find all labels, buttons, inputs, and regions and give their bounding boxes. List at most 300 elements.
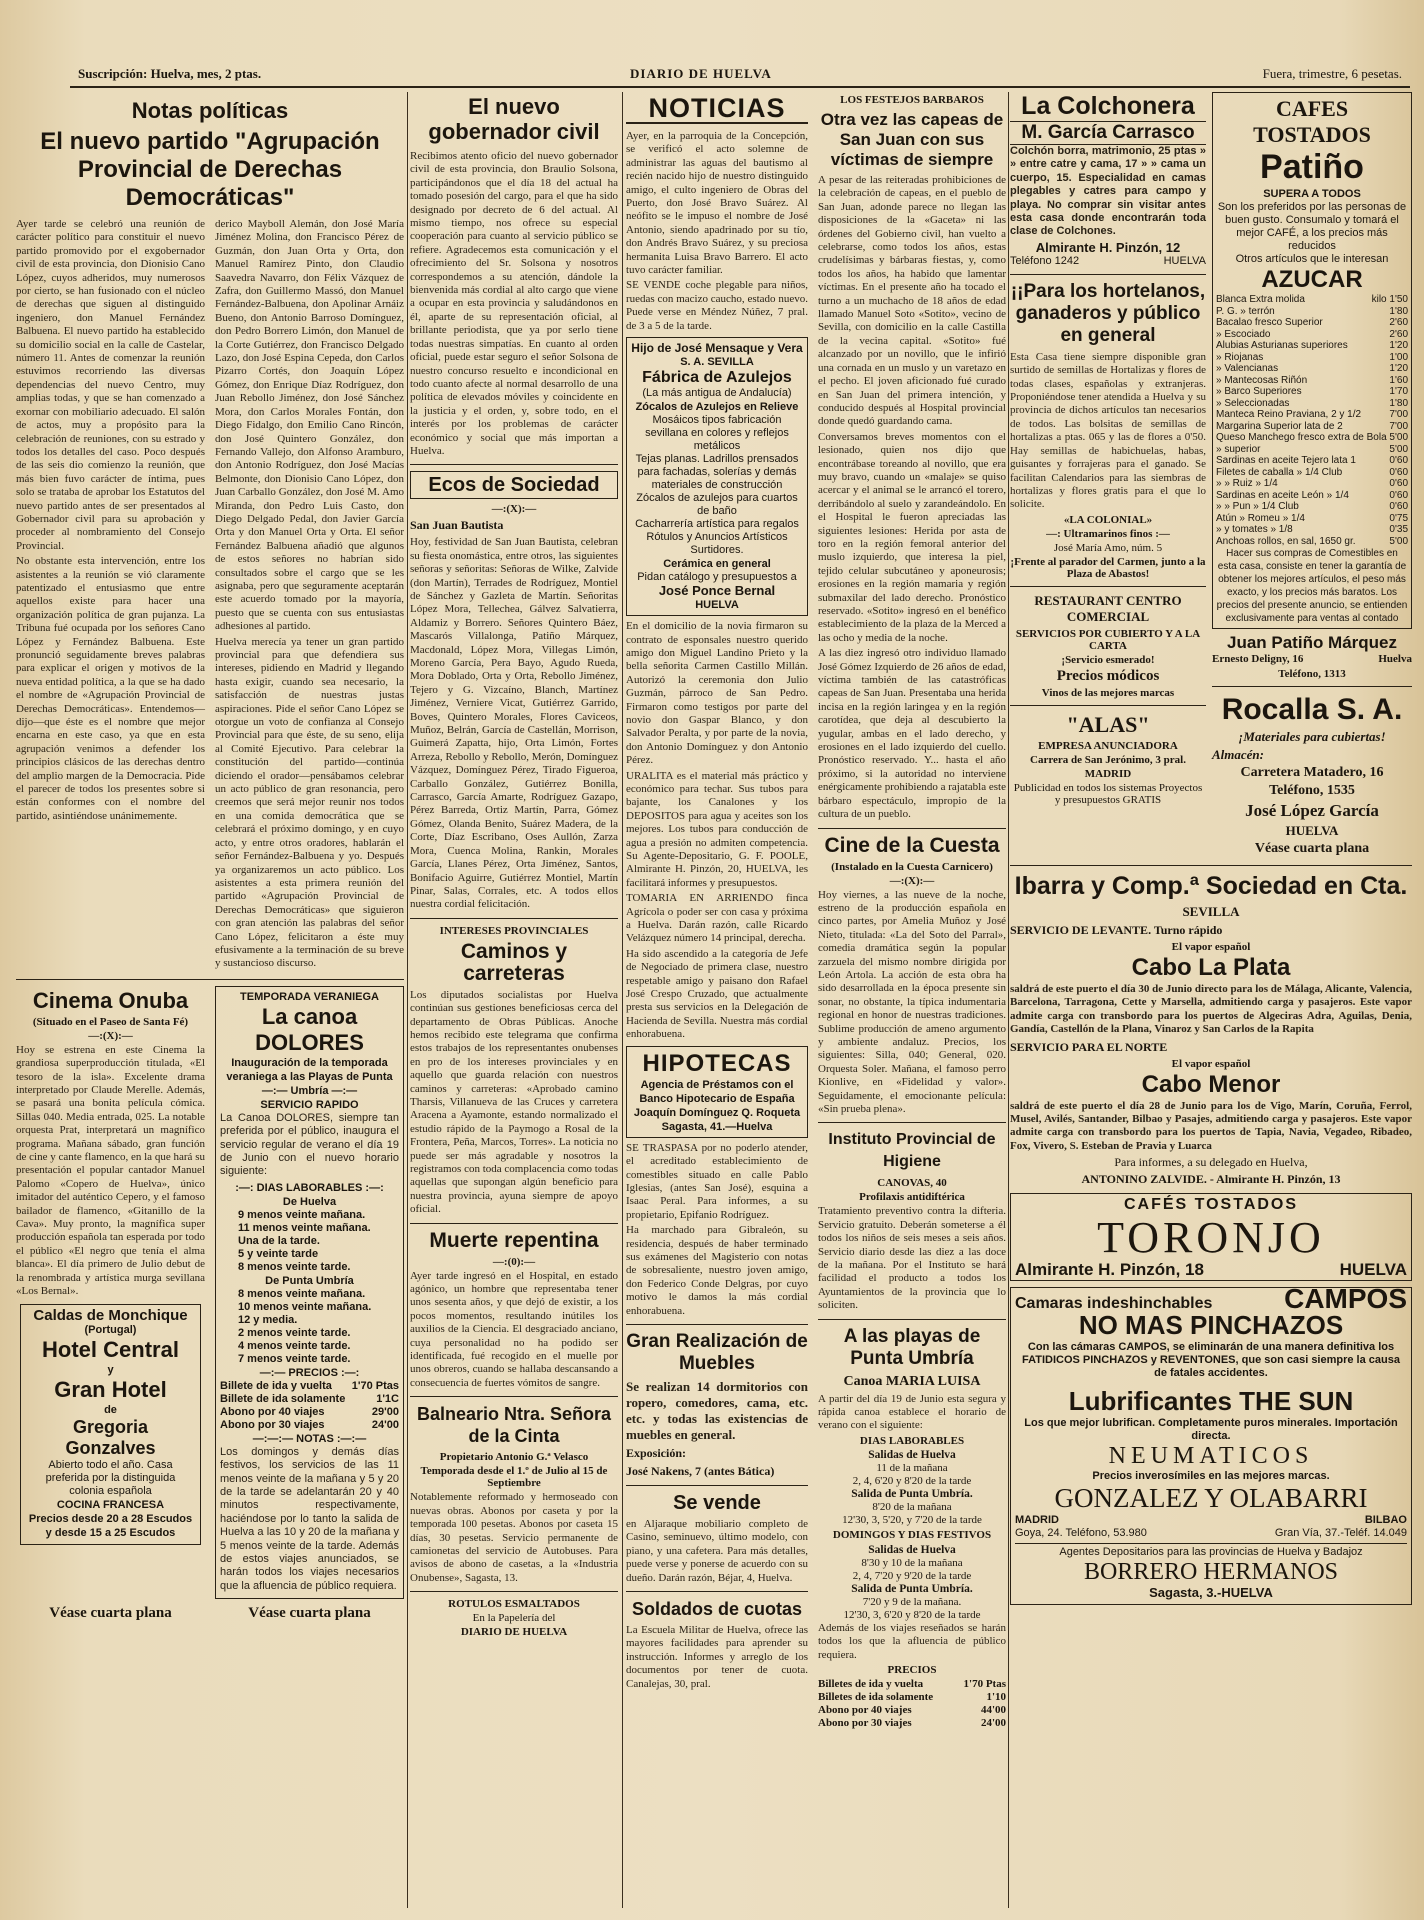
price-list-row [1216, 467, 1408, 479]
colchonera-contact: Teléfono 1242 HUELVA [1010, 254, 1206, 267]
alas-line: Carrera de San Jerónimo, 3 pral. [1030, 753, 1186, 766]
roads-headline: Caminos y carreteras [460, 939, 568, 985]
gardeners-body: Esta Casa tiene siempre disponible gran surtido de semillas de Hortalizas y flores de todas clases, españolas y extranjeras. Proponiéndose tener atendida a Huelva y su provincia de dichos artículos tan necesarios de todos. Las bolsitas de semillas de hortalizas a ptas. 065 y las de flores a 0'50. Hay semillas de habichuelas, habas, guisantes y forrajeras para el ganado. Se facilitan Calendarios para las siembras de hortalizas y flores gratis para el que lo solicite. [1010, 350, 1206, 511]
schedule-item: 2 menos veinte tarde. [238, 1326, 351, 1339]
divider [410, 1591, 618, 1592]
price-item-value: 0'60 [1389, 501, 1408, 512]
divider [818, 1122, 1006, 1123]
go-title: GONZALEZ Y OLABARRI [1054, 1483, 1368, 1514]
hotel-gran: Gran Hotel [54, 1377, 167, 1403]
mensaque-line: Mosáicos tipos fabricación sevillana en colores y reflejos metálicos [645, 414, 789, 453]
uralita-ad: URALITA es el material más práctico y económico para techar. Sus tubos para bajante, los Canalones y los DEPOSITOS para agua y aceites son los mejores. Los tubos para conducción de agua a presión no admiten competencia. Su Agente-Depositario, G. F. POOLE, Almirante H. Pinzón, 20, HUELVA, les facilitará informes y presupuestos. [626, 769, 808, 889]
price-list-row [1216, 306, 1408, 318]
patino-note: Hacer sus compras de Comestibles en esta casa, consiste en tener la garantía de obtener los mejores artículos, el peso más exacto, y los precios más baratos. Los precios del presente anuncio, se entienden exclusivamente para ventas al contado [1216, 548, 1408, 624]
mensaque-line: Tejas planas. Ladrillos prensados para fachadas, solerías y demás materiales de construcción [635, 453, 799, 492]
price-item-value: 1'60 [1389, 374, 1408, 386]
spa-season: Temporada desde el 1.º de Julio al 15 de Septiembre [420, 1465, 608, 1490]
jp-title: Juan Patiño Márquez [1226, 633, 1398, 652]
price-item-name: » superior [1216, 443, 1261, 455]
schedule-item: 8 menos veinte tarde. [238, 1260, 351, 1273]
ibarra-ship2: Cabo Menor [1141, 1070, 1281, 1098]
alas-line: MADRID [1084, 767, 1132, 780]
alas-line: Publicidad en todos los sistemas Proyectos y presupuestos GRATIS [1013, 781, 1203, 806]
hotel-prices: Precios desde 20 a 28 Escudos y desde 15 a 25 Escudos [28, 1513, 193, 1540]
price-item-name: » » Ruiz » 1/4 [1216, 478, 1278, 489]
price-item-value: 2'60 [1389, 328, 1408, 340]
colchonera-title: La Colchonera [1021, 92, 1195, 120]
price-item-name: Filetes de caballa » 1/4 Club [1216, 466, 1343, 478]
price-item-name: » Valencianas [1216, 363, 1279, 374]
dolores-days: :—: DIAS LABORABLES :—: [235, 1181, 384, 1194]
ibarra-service1-ship: El vapor español [1171, 941, 1251, 953]
jp-phone: Teléfono, 1313 [1278, 668, 1346, 680]
maria-luisa-note: Además de los viajes reseñados se harán todos los que la afluencia de público requiera. [818, 1621, 1006, 1661]
schedule-item: Una de la tarde. [238, 1234, 320, 1247]
rocalla-title: Rocalla S. A. [1221, 693, 1403, 726]
price-item-name: P. G. » terrón [1216, 305, 1275, 317]
cinema-body: Hoy se estrena en este Cinema la grandiosa superproducción titulada, «El tesoro de la isla». Excelente drama interpretado por Claude Merelle. Además, se pasará una bonita película cómica. Sillas 040. Media entrada, 025. La notable orquesta Prat, interpretará un magnífico programa. Mañana sábado, gran función de cine y cante flamenco, en la que hará su presentación el popular cantador Manuel Palomo «Copero de Huelva», único imitador del auténtico Cepero, y el famoso bailador de flamenco, «Gitanillo de la Cava». Muy pronto, la magnífica super producción española tan esperada por todo el público «El negro que tenía el alma blanca». El día primero de Julio debut de la renombrada y artística murga sevillana «Los Bernal». [16, 1043, 205, 1298]
price-item-name: » » Pun » 1/4 Club [1216, 501, 1299, 512]
price-list-row [1216, 444, 1408, 456]
cinema-subtitle: (Situado en el Paseo de Santa Fé) [32, 1015, 189, 1028]
colonial-address: José María Amo, núm. 5 [1053, 541, 1163, 554]
price-item-name: Manteca Reino Praviana, 2 y 1/2 [1216, 409, 1362, 420]
go-cities: MADRID BILBAO [1015, 1514, 1407, 1527]
price-list-row [1216, 536, 1408, 548]
divider [410, 464, 618, 465]
society-separator: —:(X):— [491, 503, 537, 516]
price-item-value: 1'20 [1389, 340, 1408, 351]
schedule-item: 2, 4, 6'20 y 8'20 de la tarde [852, 1474, 972, 1487]
schedule-item: 12'30, 3, 6'20 y 8'20 de la tarde [843, 1608, 981, 1621]
dolores-line1: Inauguración de la temporada veraniega a las Playas de Punta [226, 1056, 393, 1083]
patino-ad [1212, 92, 1412, 629]
hotel-country: (Portugal) [84, 1324, 137, 1337]
price-item-value: 1'80 [1389, 305, 1408, 317]
news-title: NOTICIAS [626, 94, 808, 124]
price-item-name: Sardinas en aceite Tejero lata 1 [1216, 455, 1356, 466]
column-rule [622, 92, 623, 1908]
price-item-value: kilo 1'50 [1371, 294, 1408, 305]
signs-title: ROTULOS ESMALTADOS [448, 1598, 580, 1611]
hotel-ad [20, 1304, 201, 1545]
spa-body: Notablemente reformado y hermoseado con nuevas obras. Abonos por caseta y por la temporada 100 pesetas. Abonos por caseta 15 días, 30 pesetas. Servicio permanente de camionetas del servicio de Autobuses. Para avisos de abono de casetas, a la «Industria Onubense», Sagasta, 13. [410, 1491, 618, 1584]
maria-luisa-title: Canoa MARIA LUISA [843, 1373, 981, 1389]
lead-headline: El nuevo partido "Agrupación Provincial de Derechas Democráticas" [40, 128, 380, 211]
rocalla-line: José López García [1245, 801, 1379, 820]
death-headline: Muerte repentina [429, 1228, 599, 1252]
festivals-kicker: LOS FESTEJOS BARBAROS [840, 94, 984, 106]
colonial-type: —: Ultramarinos finos :— [1046, 527, 1170, 540]
ibarra-agent: ANTONINO ZALVIDE. - Almirante H. Pinzón, 13 [1081, 1172, 1341, 1187]
column-3 [626, 92, 1006, 1908]
lead-body-a: Ayer tarde se celebró una reunión de carácter político para constituir el nuevo partido promovido por el exgobernador civil de esta provincia, don Dionisio Cano López, cuyos adheridos, muy numerosos por cierto, se han fusionado con el núcleo de derechas que siguen al distinguido ingeniero, don Manuel Fernández Balbuena. El nuevo partido ha establecido su domicilio social en la calle de Castelar, número 11. Antes de comenzar la reunión estuvimos recorriendo las diversas dependencias del nuevo Centro, muy amplias todas, y que se han comenzado a exornar con mobiliario adecuado. El salón de actos, muy a propósito para la celebración de reuniones, con su estrado y todos los detalles del caso. Poco después de las seis dio comienzo la reunión, que más bien fuvo carácter de íntima, pues solo se trataba de aprobar los Estatutos del nuevo partido antes de ser presentados al Gobernador civil para su aprobación y proceder al nombramiento del Consejo Provincial. [16, 218, 205, 552]
divider [626, 1324, 808, 1325]
schedule-item: 7 menos veinte tarde. [238, 1352, 351, 1365]
signs-paper: DIARIO DE HUELVA [460, 1626, 568, 1639]
price-item-name: Queso Manchego fresco extra de Bola [1216, 432, 1387, 443]
stroller-for-sale: SE VENDE coche plegable para niños, ruedas con macizo caucho, estado nuevo. Puede verse en Méndez Núñez, 7 pral. de 3 a 5 de la tarde. [626, 279, 808, 332]
ibarra-service1: SERVICIO DE LEVANTE. Turno rápido [1010, 923, 1223, 937]
mensaque-line: Cacharrería artística para regalos Rótulos y Anuncios Artísticos Surtidores. [635, 518, 799, 557]
colchonera-owner: M. García Carrasco [1010, 121, 1206, 145]
see-fourth-page: Véase cuarta plana [49, 1605, 172, 1622]
price-list-row [1216, 478, 1408, 490]
hygiene-subtitle: Profilaxis antidiftérica [859, 1191, 965, 1204]
mensaque-agent: José Ponce Bernal [658, 583, 776, 599]
schedule-item: 2, 4, 7'20 y 9'20 de la tarde [852, 1569, 972, 1582]
price-item-name: Blanca Extra molida [1216, 294, 1305, 305]
hygiene-address: CANOVAS, 40 [877, 1177, 947, 1190]
colchonera-address: Almirante H. Pinzón, 12 [1035, 239, 1181, 255]
society-subtitle: San Juan Bautista [410, 518, 504, 533]
ibarra-city: SEVILLA [1182, 904, 1240, 919]
newspaper-name: DIARIO DE HUELVA [630, 66, 772, 81]
gardeners-headline: ¡¡Para los hortelanos, ganaderos y público en general [1010, 280, 1206, 346]
soldiers-body: La Escuela Militar de Huelva, ofrece las mayores facilidades para aprender su instrucción. Informes y arreglo de los documentos por tener de cuota. Canalejas, 30, pral. [626, 1624, 808, 1690]
price-row: Billetes de ida y vuelta 1'70 Ptas [818, 1678, 1006, 1691]
divider [1212, 686, 1412, 687]
patino-title: CAFES TOSTADOS [1253, 96, 1371, 147]
maria-luisa-weekdays: DIAS LABORABLES [859, 1434, 965, 1447]
tyres-desc: Precios inverosímiles en las mejores marcas. [1092, 1470, 1330, 1483]
price-item-value: 7'00 [1389, 420, 1408, 432]
mensaque-agent-city: HUELVA [695, 599, 739, 612]
masthead-bar [70, 62, 1410, 88]
price-item-name: Atún » Romeu » 1/4 [1216, 512, 1305, 524]
subscription-local: Suscripción: Huelva, mes, 2 ptas. [78, 66, 262, 81]
schedule-item: 11 de la mañana [876, 1461, 948, 1474]
hotel-and: y [107, 1364, 114, 1377]
shop-transfer: SE TRASPASA por no poderlo atender, el acreditado establecimiento de comestibles situado en calle Pablo Iglesias, (antes San José), esquina a Isaac Peral. Para informes, a su propietario, Epifanio Rodríguez. [626, 1141, 808, 1221]
divider [818, 828, 1006, 829]
society-title: Ecos de Sociedad [410, 471, 618, 499]
column-rule [1008, 92, 1009, 1908]
news-body-c: Ha sido ascendido a la categoría de Jefe de Negociado de primera clase, nuestro respetable amigo y paisano don Rafael José Crespo Cruzado, que actualmente presta sus servicios en la Delegación de Hacienda de Sevilla. Nuestra más cordial enhorabuena. [626, 947, 808, 1041]
hotel-cuisine: COCINA FRANCESA [56, 1499, 165, 1512]
price-list-row [1216, 409, 1408, 421]
mensaque-city: S. A. SEVILLA [680, 356, 754, 369]
price-list-row [1216, 317, 1408, 329]
price-list-row [1216, 398, 1408, 410]
column-rule [407, 92, 408, 1908]
hotel-spa: Caldas de Monchique [33, 1307, 188, 1325]
colchonera-ad [1010, 92, 1206, 268]
mensaque-line: Zócalos de azulejos para cuartos de baño [636, 492, 798, 518]
hygiene-headline: Instituto Provincial de Higiene [828, 1131, 996, 1171]
hygiene-body: Tratamiento preventivo contra la difteria. Servicio gratuito. Deberán someterse a él todos los niños de seis meses a seis años. Servicio diario desde las diez a las doce de la mañana. Por el Instituto se hará facilidad el producto a todos los Ayuntamientos de la provincia que lo soliciten. [818, 1205, 1006, 1312]
lead-article [16, 218, 404, 973]
price-item-name: Margarina Superior lata de 2 [1216, 420, 1343, 432]
divider [16, 979, 404, 980]
price-item-value: 0'60 [1389, 455, 1408, 466]
mensaque-oldest: (La más antigua de Andalucía) [642, 387, 792, 400]
price-list-row [1216, 363, 1408, 375]
patino-slogan: SUPERA A TODOS [1263, 188, 1361, 200]
schedule-item: 9 menos veinte mañana. [238, 1208, 366, 1221]
schedule-heading: Salida de Punta Umbría. [851, 1582, 973, 1595]
mensaque-factory: Fábrica de Azulejos [642, 369, 792, 387]
beaches-headline: A las playas de Punta Umbría [843, 1325, 981, 1369]
price-item-name: » Riojanas [1216, 351, 1264, 363]
dolores-from-huelva: De Huelva [282, 1195, 337, 1208]
toronjo-address-row: Almirante H. Pinzón, 18 HUELVA [1015, 1260, 1407, 1280]
price-row: Abono por 40 viajes 44'00 [818, 1704, 1006, 1717]
price-item-name: » Mantecosas Riñón [1216, 374, 1308, 386]
schedule-item: 7'20 y 9 de la mañana. [862, 1595, 962, 1608]
schedule-item: 8'20 de la mañana [872, 1500, 952, 1513]
cuesta-subtitle: (Instalado en la Cuesta Carnicero) [831, 860, 993, 873]
rocalla-line: Véase cuarta plana [1254, 841, 1370, 856]
schedule-item: 11 menos veinte mañana. [238, 1221, 371, 1234]
campos-header: Camaras indeshinchables CAMPOS [1015, 1283, 1407, 1315]
restaurant-title: RESTAURANT CENTRO COMERCIAL [1034, 592, 1182, 624]
price-item-name: » Escociado [1216, 328, 1271, 340]
price-item-value: 0'60 [1389, 466, 1408, 478]
news-body-b: En el domicilio de la novia firmaron su contrato de esponsales nuestro querido amigo don Miguel Landino Prieto y la bella señorita Carmen Castillo Millán. Autorizó la ceremonia don Julio Guzmán, párroco de San Pedro. Firmaron como testigos por parte del novio don Gaspar Blanco, y don Salvador Peralta, y por parte de la novia, don Antonio Domínguez y don Antonio Pérez. [626, 620, 808, 767]
price-item-name: Bacalao fresco Superior [1216, 317, 1323, 328]
patino-others: Otros artículos que le interesan [1235, 253, 1389, 265]
jp-address-row: Ernesto Deligny, 16 Huelva [1212, 653, 1412, 665]
toronjo-title: TORONJO [1097, 1213, 1325, 1263]
news-body-d: Ha marchado para Gibraleón, su residencia, después de haber terminado sus exámenes del Magisterio con notas de sobresaliente, nuestro joven amigo, don Federico Conde Delgras, por cuyo motivo le damos la más cordial enhorabuena. [626, 1224, 808, 1317]
lead-body-b: derico Mayboll Alemán, don José María Jiménez Molina, don Francisco Pérez de Guzmán, don Juan Orta y Orta, don Manuel Ramírez Pinto, don Claudio Saavedra Navarro, don Félix Vázquez de Zafra, don Guillermo Massó, don Manuel Fernández-Balbuena, don Apolinar Arnáiz Bueno, don Antonio Barroso Domínguez, don Pedro Borrero Limón, don Manuel de la Corte Gutiérrez, don Francisco Delgado Lazo, don José Espina Cepeda, don Carlos Pizarro Cortés, don Joaquín López Gómez, don Enrique Díaz Rodríguez, don Juan Rebollo Jiménez, don José Sánchez Mora, don Carlos Morales Fontán, don Diego Fidalgo, don Emilio Cano Rincón, don José Quintero González, don Fernando Vallejo, don Alfonso Aramburo, don Antonio Rodríguez, don José Macías Belmonte, don Dionisio Cano López, don Juan Carballo González, don José M. Amo Miranda, don Pedro Luis Casto, don Diego Delgado Pedal, don Javier García Orta y don Manuel Orta y Orta. El señor Fernández Balbuena añadió que algunos de estos señores no habrían sido consultados sobre el cargo que se les asignaba, pero que seguramente aceptarán este acuerdo tomado por la mayoría, puesto que se cuenta con sus entusiastas adhesiones al partido. [215, 218, 404, 633]
section-kicker: Notas políticas [131, 98, 289, 123]
colonial-location: ¡Frente al parador del Carmen, junto a la Plaza de Abastos! [1010, 555, 1206, 580]
maria-luisa-prices-title: PRECIOS [887, 1664, 937, 1677]
price-list-row [1216, 329, 1408, 341]
governor-body: Recibimos atento oficio del nuevo gobernador civil de esta provincia, don Braulio Solsona, participándonos que el día 18 del actual ha tomado posesión del cargo, para el que ha sido designado por decreto de 6 del actual. Al mismo tiempo, nos ofrece su especial cooperación para cuanto al servicio público se refiere. Agradecemos esta comunicación y el ofrecimiento del Sr. Solsona y nosotros correspondemos a su atención, dándole la bienvenida más cordial al alto cargo que viene a ocupar en esta provincia y saludándonos en él, aparte de su representación oficial, al brillante periodista, que ya por serlo tiene todas nuestras simpatías. En cuanto al orden oficial, puede estar seguro el señor Solsona de nuestro concurso resuelto e incondicional en todo cuanto afecte al normal desarrollo de una política de elevados móviles y coincidente en la justicia y el orden, y, sobre todo, en el interés por los problemas de carácter económico y social que más importan a Huelva. [410, 150, 618, 457]
mensaque-line: Pidan catálogo y presupuestos a [637, 571, 797, 584]
lead-body-d: Huelva merecía ya tener un gran partido provincial para que defendiera sus intereses, pidiendo en Madrid y llegando hasta exigir, cuando sea necesario, la satisfacción de nuestras justas aspiraciones. Pide el señor Cano López se otorgue un voto de confianza al Consejo Provincial para que éste, de su seno, elija al Comité Ejecutivo. Para celebrar la constitución del partido—continúa diciendo el orador—pensábamos celebrar un acto público de gran resonancia, pero creemos que será mejor reunir nos todos en una comida democrática que se celebrará el próximo domingo, y en cuyo acto, y entre otros oradores, hablarán el señor Fernández-Balbuena y yo. Después ya organizaremos un acto público. Los asistentes a esta primera reunión del partido «Agrupación Provincial de Derechas Democráticas» que siguieron con gran atención las palabras del señor Cano López, felicitaron a éste muy efusivamente a la terminación de su breve y sustancioso discurso. [215, 635, 404, 970]
schedule-heading: Salidas de Huelva [868, 1448, 956, 1461]
price-list-row [1216, 501, 1408, 513]
maria-luisa-holidays: DOMINGOS Y DIAS FESTIVOS [832, 1528, 992, 1541]
price-item-value: 0'60 [1389, 478, 1408, 489]
toronjo-kicker: CAFÉS TOSTADOS [1123, 1196, 1299, 1214]
mensaque-line: Cerámica en general [663, 558, 771, 571]
price-list-row [1216, 421, 1408, 433]
patino-sugar: AZUCAR [1261, 266, 1363, 293]
death-body: Ayer tarde ingresó en el Hospital, en estado agónico, un hombre que representaba tener unos sesenta años, y que dejó de existir, a los pocos momentos, resultando inútiles los auxilios de la Ciencia. El desgraciado anciano, cuya personalidad no ha podido ser identificada, fué recogido en el muelle por unos obreros, cuando se hallaba descansando a consecuencia de fuertes vómitos de sangre. [410, 1269, 618, 1389]
dolores-line2: —:— Umbría —:— [261, 1084, 358, 1097]
price-row: Billete de ida solamente 1'1C [220, 1392, 399, 1405]
signs-where: En la Papelería del [472, 1612, 556, 1625]
festivals-body-a: A pesar de las reiteradas prohibiciones de la celebración de capeas, en el pueblo de San Juan, adonde parece no llegan las disposiciones de la «Gaceta» ni las órdenes del Gobierno civil, han vuelto a celebrarse, como todos los años, estas crudelísimas y bárbaras fiestas, y, como todos los años, ha habido que lamentar víctimas. En el presente año ha tocado el turno a un muchacho de 18 años de edad llamado Manuel Soto «Sotito», vecino de Sevilla, con domicilio en la calle Castilla de la vecina capital. «Sotito» fué alcanzado por un novillo, que le infirió una cornada en un muslo y un varetazo en el pecho. El joven aficionado fué curado en San Juan del primera intención, y conducido después al Hospital provincial donde quedó guardando cama. [818, 174, 1006, 428]
ibarra-info: Para informes, a su delegado en Huelva, [1114, 1155, 1308, 1170]
rocalla-line: Teléfono, 1535 [1269, 783, 1355, 798]
ibarra-body1: saldrá de este puerto el día 30 de Junio directo para los de Málaga, Alicante, Valencia, Barcelona, Tarragona, Cette y Marsella, admitiendo carga y pasajeros. Este vapor admite carga con transbordo para los puertos de Algeciras Adra, Aguilas, Denia, Gandía, Castellón de la Plana, Vinaroz y San Carlos de la Rapita [1010, 983, 1412, 1036]
patino-desc: Son los preferidos por las personas de buen gusto. Consumalo y tomará el mejor CAFÉ, a los precios más reducidos [1217, 201, 1407, 252]
alas-line: EMPRESA ANUNCIADORA [1038, 739, 1178, 752]
divider [410, 1223, 618, 1224]
price-row: Billetes de ida solamente 1'10 [818, 1691, 1006, 1704]
price-item-value: 5'00 [1389, 443, 1408, 455]
price-item-value: 5'00 [1389, 535, 1408, 547]
for-sale-body: en Aljaraque mobiliario completo de Casino, seminuevo, último modelo, con piano, y una cafetera. Para más detalles, puede verse y ponerse de acuerdo con su dueño. Darán razón, Béjar, 4, Huelva. [626, 1517, 808, 1584]
mortgage-line: Banco Hipotecario de España [639, 1092, 795, 1105]
divider [1010, 705, 1206, 706]
divider [1010, 865, 1412, 866]
hotel-of: de [104, 1404, 117, 1417]
price-item-value: 1'00 [1389, 351, 1408, 363]
schedule-item: 12 y media. [238, 1313, 298, 1326]
dolores-prices-title: —:— PRECIOS :—: [259, 1366, 360, 1379]
restaurant-line: SERVICIOS POR CUBIERTO Y A LA CARTA [1015, 627, 1201, 652]
mortgage-title: HIPOTECAS [642, 1049, 792, 1077]
see-fourth-page-row [16, 1603, 404, 1624]
price-item-value: 1'80 [1389, 397, 1408, 409]
mortgage-line: Agencia de Préstamos con el [640, 1078, 794, 1091]
restaurant-line: Vinos de las mejores marcas [1041, 686, 1175, 699]
price-item-name: » y tomates » 1/8 [1216, 524, 1293, 535]
spa-owner: Propietario Antonio G.ª Velasco [439, 1451, 589, 1464]
mensaque-title: Hijo de José Mensaque y Vera [631, 341, 803, 356]
hotel-central: Hotel Central [42, 1337, 179, 1363]
dolores-title: La canoa DOLORES [255, 1003, 364, 1055]
society-body: Hoy, festividad de San Juan Bautista, celebran su fiesta onomástica, entre otros, las siguientes señoras y señoritas: Señoras de Wilke, Zalvide (don Martín), Terrades de Rodríguez, Montiel de Sánchez y Gazleta de Martín. Señoritas López Mora, Tellechea, Gálvez Salvatierra, Aldamiz y Borrero. Señores Quintero Báez, Mascarós Villalonga, Patiño Márquez, Macdonald, López Mora, Villegas Limón, Moreno García, Pera Bayo, Agudo Rueda, Mora Doblado, Orta y Orta, Rebollo Jiménez, Tejero y G. Vizcaíno, Blanch, Martínez Jiménez, Verniere Vicat, Gutiérrez Garrido, Boves, Quintero Morales, Flores Caviceos, Muñoz, Belrán, García de Castellán, Morrison, Guimerá Zapatta, hijo, Orta Limón, Fortes Arreza, Rebollo y Rebollo, Merón, Domínguez Vázquez, Domínguez Pérez, Tirado Figueroa, Carballo González, Gutiérrez Bonilla, Carrasco, García Amarte, Rodríguez Gazapo, Pérez Barreda, Ortiz Martín, Parra, Gómez Gómez, Olanda Benito, Suárez Madera, de la Corte, Díaz Escribano, Oses Aullón, Zarza Mora, Cuenca Molina, Rankin, Morales García, Llanes Pérez, Orta Jiménez, Santos, Bonifacio Aguirre, Gutiérrez Montiel, Martín Pinar, Salas, Corrales, etc. A todos ellos nuestra cordial felicitación. [410, 536, 618, 911]
ibarra-body2: saldrá de este puerto el día 28 de Junio para los de Vigo, Marín, Coruña, Ferrol, Musel, Avilés, Santander, Bilbao y Pasajes, admitiendo carga y pasajeros. Este vapor admite carga con transbordo para los puertos de Tapia, Navia, Vegadeo, Ribadeo, Fox, Vivero, S. Esteban de Pravia y Luarca [1010, 1099, 1412, 1152]
patino-brand: Patiño [1260, 148, 1364, 186]
price-list-row [1216, 524, 1408, 536]
cuesta-headline: Cine de la Cuesta [824, 833, 1000, 857]
divider [1010, 274, 1206, 275]
maria-luisa-body: A partir del día 19 de Junio esta segura y rápida canoa establece el horario de verano con el siguiente: [818, 1392, 1006, 1432]
ibarra-service2-ship: El vapor español [1171, 1057, 1251, 1070]
rent-wanted: TOMARIA EN ARRIENDO finca Agrícola o poder ser con casa y próxima a Huelva. Darán razón, calle Ricardo Velázquez número 14 principal, derecha. [626, 892, 808, 945]
price-item-value: 5'00 [1389, 432, 1408, 443]
schedule-heading: Salidas de Huelva [868, 1543, 956, 1556]
price-item-value: 1'20 [1389, 363, 1408, 374]
borrero-address: Sagasta, 3.-HUELVA [1149, 1585, 1273, 1601]
ibarra-ship1: Cabo La Plata [1131, 954, 1291, 981]
campos-slogan: NO MAS PINCHAZOS [1078, 1310, 1344, 1341]
festivals-headline: Otra vez las capeas de San Juan con sus víctimas de siempre [820, 110, 1004, 169]
price-list-row [1216, 490, 1408, 502]
divider [626, 1591, 808, 1592]
price-list-row [1216, 294, 1408, 306]
cinema-title: Cinema Onuba [32, 987, 189, 1013]
price-item-name: Anchoas rollos, en sal, 1650 gr. [1216, 535, 1356, 547]
price-row: Billete de ida y vuelta 1'70 Ptas [220, 1379, 399, 1392]
price-list-row [1216, 352, 1408, 364]
price-item-value: 0'60 [1389, 489, 1408, 501]
rocalla-line: ¡Materiales para cubiertas! [1238, 729, 1386, 744]
dolores-body: La Canoa DOLORES, siempre tan preferida por el público, inaugura el servicio regular de verano el día 19 de Junio con el nuevo horario siguiente: [220, 1111, 399, 1178]
governor-headline: El nuevo gobernador civil [428, 94, 600, 144]
campos-ad [1010, 1283, 1412, 1605]
column-4 [1010, 92, 1412, 1908]
schedule-item: 8'30 y 10 de la mañana [861, 1556, 963, 1569]
subscription-outside: Fuera, trimestre, 6 pesetas. [1262, 66, 1402, 81]
divider [626, 1485, 808, 1486]
hotel-open: Abierto todo el año. Casa preferida por la distinguida colonia española [45, 1459, 176, 1498]
price-list-row [1216, 513, 1408, 525]
spa-headline: Balneario Ntra. Señora de la Cinta [416, 1404, 612, 1447]
news-body-a: Ayer, en la parroquia de la Concepción, se verificó el acto solemne de administrar las aguas del bautismo al recién nacido hijo de nuestro distinguido amigo, el culto ingeniero de Obras del Puerto, don José Bravo Suárez. Al neófito se le impuso el nombre de José Antonio, siendo apadrinado por su tío, don Andrés Bravo Suárez, y su preciosa hermanita Luisa Bravo Barrero. El acto tuvo carácter familiar. [626, 130, 808, 277]
price-item-value: 7'00 [1389, 409, 1408, 420]
mortgage-line: Sagasta, 41.—Huelva [661, 1120, 773, 1133]
price-item-name: » Barco Superiores [1216, 386, 1302, 397]
price-item-value: 0'35 [1389, 524, 1408, 535]
lead-body-c: No obstante esta intervención, entre los asistentes a la reunión se vió claramente patentizado el entusiasmo que entre aquellos existe para hacer una organización política de gran pujanza. La Tribuna fué ocupada por los señores Cano López y Fernández Balbuena. Este pronunció seguidamente breves palabras para explicar el origen y motivos de la nueva entidad política, a la que se ha dado el nombre de «Agrupación Provincial de Derechas Democráticas». Entendemos—dijo—que éste es el nombre que mejor encarna en este caso, ya que en esta agrupación venimos a defender los principios clásicos de las derechas dentro del amplio margen de la Democracia. Pide el parecer de todos los presentes sobre si están conformes con el nombre del partido, asintiéndose unánimemente. [16, 555, 205, 822]
canoa-dolores-ad [215, 986, 404, 1600]
dolores-notes-body: Los domingos y demás días festivos, los servicios de las 11 menos veinte de la mañana y 5 y 20 de la tarde se adelantarán 20 y 40 minutos respectivamente, haciéndose por lo tanto la salida de Huelva a las 10 y 20 de la mañana y 5 menos veinte de la tarde. Además de estos viajes anunciados, se harán todos los viajes necesarios que la afluencia de público requiera. [220, 1445, 399, 1592]
go-addresses: Goya, 24. Teléfono, 53.980 Gran Vía, 37.-Teléf. 14.049 [1015, 1527, 1407, 1540]
rocalla-line: Almacén: [1212, 747, 1264, 762]
ibarra-title: Ibarra y Comp.ª Sociedad en Cta. [1014, 872, 1408, 900]
borrero-title: BORRERO HERMANOS [1083, 1559, 1339, 1586]
borrero-agents: Agentes Depositarios para las provincias de Huelva y Badajoz [1015, 1543, 1407, 1559]
dolores-notes-title: —:—:— NOTAS :—:— [252, 1432, 367, 1445]
mortgage-ad [626, 1046, 808, 1138]
column-1 [16, 92, 404, 1908]
schedule-item: 5 y veinte tarde [238, 1247, 319, 1260]
price-item-value: 1'70 [1389, 386, 1408, 397]
restaurant-line: Precios módicos [1056, 667, 1160, 684]
see-fourth-page: Véase cuarta plana [248, 1605, 371, 1622]
price-list-row [1216, 340, 1408, 352]
column-4-upper [1010, 92, 1412, 859]
alas-title: "ALAS" [1066, 711, 1150, 737]
price-list-row [1216, 386, 1408, 398]
price-list-row [1216, 375, 1408, 387]
mensaque-ad [626, 337, 808, 616]
mensaque-line: Zócalos de Azulejos en Relieve [635, 401, 799, 414]
price-row: Abono por 30 viajes 24'00 [818, 1717, 1006, 1730]
festivals-body-b: Conversamos breves momentos con el lesionado, quien nos dijo que encontrábase toreando al novillo, que era muy bravo, cuando un «malaje» se quiso acercar y el animal se le arrancó el torero, derribándolo al suelo y zarandeándolo. En el Hospital le fueron apreciadas las siguientes lesiones: Herida por asta de toro en la región femoral anterior del muslo izquierdo, que interesa la piel, tejido celular subcutáneo y aponeurosis; erosiones en la región mamaria y región submaxilar del lado derecho. Pronóstico reservado. «Sotito» ingresó en el benéfico establecimiento de la plaza de la Merced a las ocho y media de la noche. [818, 430, 1006, 644]
furniture-body: Se realizan 14 dormitorios con ropero, comedores, cama, etc. etc. y todas las existencias de muebles en general. [626, 1378, 808, 1442]
rocalla-line: HUELVA [1285, 823, 1339, 838]
campos-desc: Con las cámaras CAMPOS, se eliminarán de una manera definitiva los FATIDICOS PINCHAZOS y REVENTONES, que son casi siempre la causa de fatales accidentes. [1022, 1341, 1400, 1380]
divider [1010, 586, 1206, 587]
mortgage-line: Joaquín Domínguez Q. Roqueta [633, 1106, 801, 1119]
divider [818, 1319, 1006, 1320]
price-list-row [1216, 455, 1408, 467]
price-list-row [1216, 432, 1408, 444]
rocalla-line: Carretera Matadero, 16 [1240, 765, 1384, 780]
cuesta-body: Hoy viernes, a las nueve de la noche, estreno de la producción española en cinco partes, por Amelia Muñoz y José Nieto, titulada: «La del Soto del Parral», comedia dramática según la popular zarzuela del mismo nombre dirigida por León Artola. La acción de esta obra ha sido desarrollada en la época presente sin sonar, no obstante, la típica indumentaria regional en honor de nuestras tradiciones. Sublime producción de ameno argumento y ambiente andaluz. Precios, los siguientes: Silla, 040; General, 020. Orquesta Soler. Mañana, el famoso perro Kionlive, en «Fidelidad y valor». Seguidamente, el emocionante película: «Sin prueba plena». [818, 888, 1006, 1115]
price-row: Abono por 30 viajes 24'00 [220, 1418, 399, 1431]
price-list [1216, 294, 1408, 547]
sun-desc: Los que mejor lubrifican. Completamente puros minerales. Importación directa. [1024, 1417, 1398, 1443]
divider [410, 918, 618, 919]
festivals-body-c: A las diez ingresó otro individuo llamado José Gómez Izquierdo de 26 años de edad, víctima también de las catastróficas capeas de San Juan. Presentaba una herida incisa en la región laringea y en la región carotídea, que deja al descubierto la yugular, ambas en el lado derecho, y erosiones en el lado izquierdo del cuello. Pronóstico reservado. Y... hasta el año próximo, si la autoridad no interviene enérgicamente prohibiendo a rajatabla este bárbaro espectáculo, impropio de la cultura de un pueblo. [818, 647, 1006, 821]
for-sale-headline: Se vende [673, 1491, 761, 1514]
ibarra-service2: SERVICIO PARA EL NORTE [1010, 1039, 1168, 1054]
price-row: Abono por 40 viajes 29'00 [220, 1405, 399, 1418]
column-2 [410, 92, 618, 1908]
schedule-item: 4 menos veinte tarde. [238, 1339, 351, 1352]
price-item-name: Alubias Asturianas superiores [1216, 340, 1348, 351]
lower-left-block [16, 986, 404, 1600]
cuesta-separator: —:(X):— [889, 874, 935, 887]
schedule-item: 8 menos veinte mañana. [238, 1287, 366, 1300]
price-item-name: » Seleccionadas [1216, 397, 1290, 409]
toronjo-ad [1010, 1193, 1412, 1281]
colchonera-body: Colchón borra, matrimonio, 25 ptas » » entre catre y cama, 17 » » cama un cuerpo, 15. Especialidad en camas plegables y catres para campo y playa. No comprar sin visitar antes esta casa donde encontrarán toda clase de Colchones. [1010, 145, 1206, 238]
restaurant-line: ¡Servicio esmerado! [1061, 653, 1155, 666]
exhibition-address: José Nakens, 7 (antes Bática) [626, 1463, 775, 1478]
dolores-line3: SERVICIO RAPIDO [260, 1098, 359, 1111]
price-item-value: 0'75 [1389, 512, 1408, 524]
exhibition-label: Exposición: [626, 1445, 687, 1460]
price-item-value: 2'60 [1389, 317, 1408, 328]
schedule-heading: Salida de Punta Umbría. [851, 1487, 973, 1500]
sun-title: Lubrificantes THE SUN [1068, 1386, 1354, 1417]
colonial-name: «LA COLONIAL» [1063, 513, 1153, 526]
dolores-season: TEMPORADA VERANIEGA [240, 990, 379, 1003]
